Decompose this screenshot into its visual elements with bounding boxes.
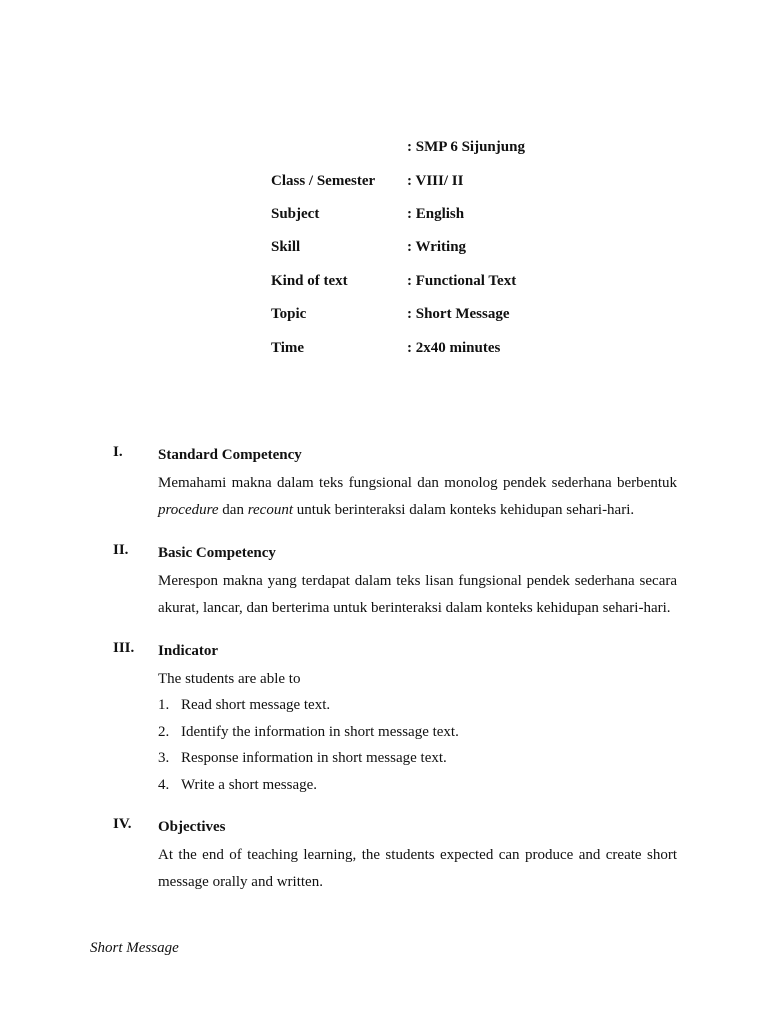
section-number: III. (113, 640, 135, 656)
info-label-subject: Subject (271, 205, 320, 222)
info-label-time: Time (271, 339, 305, 356)
indicator-intro: The students are able to (158, 671, 301, 687)
body-text: untuk berinteraksi dalam konteks kehidupan sehari-hari. (292, 502, 635, 518)
info-label-topic: Topic (271, 306, 307, 323)
indicator-list (158, 692, 677, 798)
list-item-number: 3. (158, 750, 170, 767)
lesson-info-table (271, 131, 671, 365)
info-label-skill: Skill (271, 239, 301, 256)
section-objectives (113, 816, 677, 896)
list-item-number: 1. (158, 697, 170, 713)
list-item (158, 719, 677, 746)
section-number: II. (113, 542, 129, 558)
info-value-school: : SMP 6 Sijunjung (407, 139, 525, 156)
section-standard-competency (113, 444, 677, 524)
list-item-text: Read short message text. (181, 697, 331, 713)
info-row-school (271, 131, 671, 164)
section-title: Basic Competency (158, 545, 276, 561)
info-row-time (271, 331, 671, 364)
section-title: Objectives (158, 819, 226, 836)
list-item (158, 745, 677, 772)
body-text: dan (218, 502, 248, 518)
list-item (158, 692, 677, 719)
info-row-subject (271, 198, 671, 231)
list-item-text: Write a short message. (181, 776, 318, 793)
section-body: Merespon makna yang terdapat dalam teks lisan fungsional pendek sederhana secara akurat, lancar, dan berterima untuk berinteraksi dalam konteks kehidupan sehari-hari. (158, 573, 677, 616)
info-label-class: Class / Semester (271, 172, 376, 189)
info-value-kind-of-text: : Functional Text (407, 273, 516, 290)
info-row-class (271, 164, 671, 197)
info-row-topic (271, 298, 671, 331)
list-item-text: Response information in short message text. (181, 750, 447, 767)
info-row-skill (271, 231, 671, 264)
page-footer: Short Message (90, 940, 179, 956)
emphasis-text: recount (247, 502, 293, 518)
info-value-class: : VIII/ II (407, 173, 463, 190)
section-title: Indicator (158, 643, 218, 659)
info-label-kind-of-text: Kind of text (271, 272, 348, 289)
list-item-number: 2. (158, 723, 170, 740)
emphasis-text: procedure (158, 502, 219, 518)
section-basic-competency (113, 542, 677, 622)
section-indicator (113, 640, 677, 798)
body-text: Memahami makna dalam teks fungsional dan monolog pendek sederhana berbentuk (158, 475, 677, 491)
section-number: I. (113, 444, 123, 460)
list-item-number: 4. (158, 776, 170, 793)
info-value-skill: : Writing (407, 239, 466, 256)
section-body: At the end of teaching learning, the students expected can produce and create short message orally and written. (158, 847, 677, 891)
section-body (158, 470, 677, 524)
lesson-sections (113, 444, 677, 896)
info-value-time: : 2x40 minutes (407, 340, 500, 357)
info-value-subject: : English (407, 206, 464, 223)
info-row-kind-of-text (271, 265, 671, 298)
section-number: IV. (113, 816, 132, 833)
list-item-text: Identify the information in short message text. (181, 723, 459, 740)
section-title: Standard Competency (158, 447, 302, 463)
info-value-topic: : Short Message (407, 306, 510, 323)
list-item (158, 772, 677, 799)
